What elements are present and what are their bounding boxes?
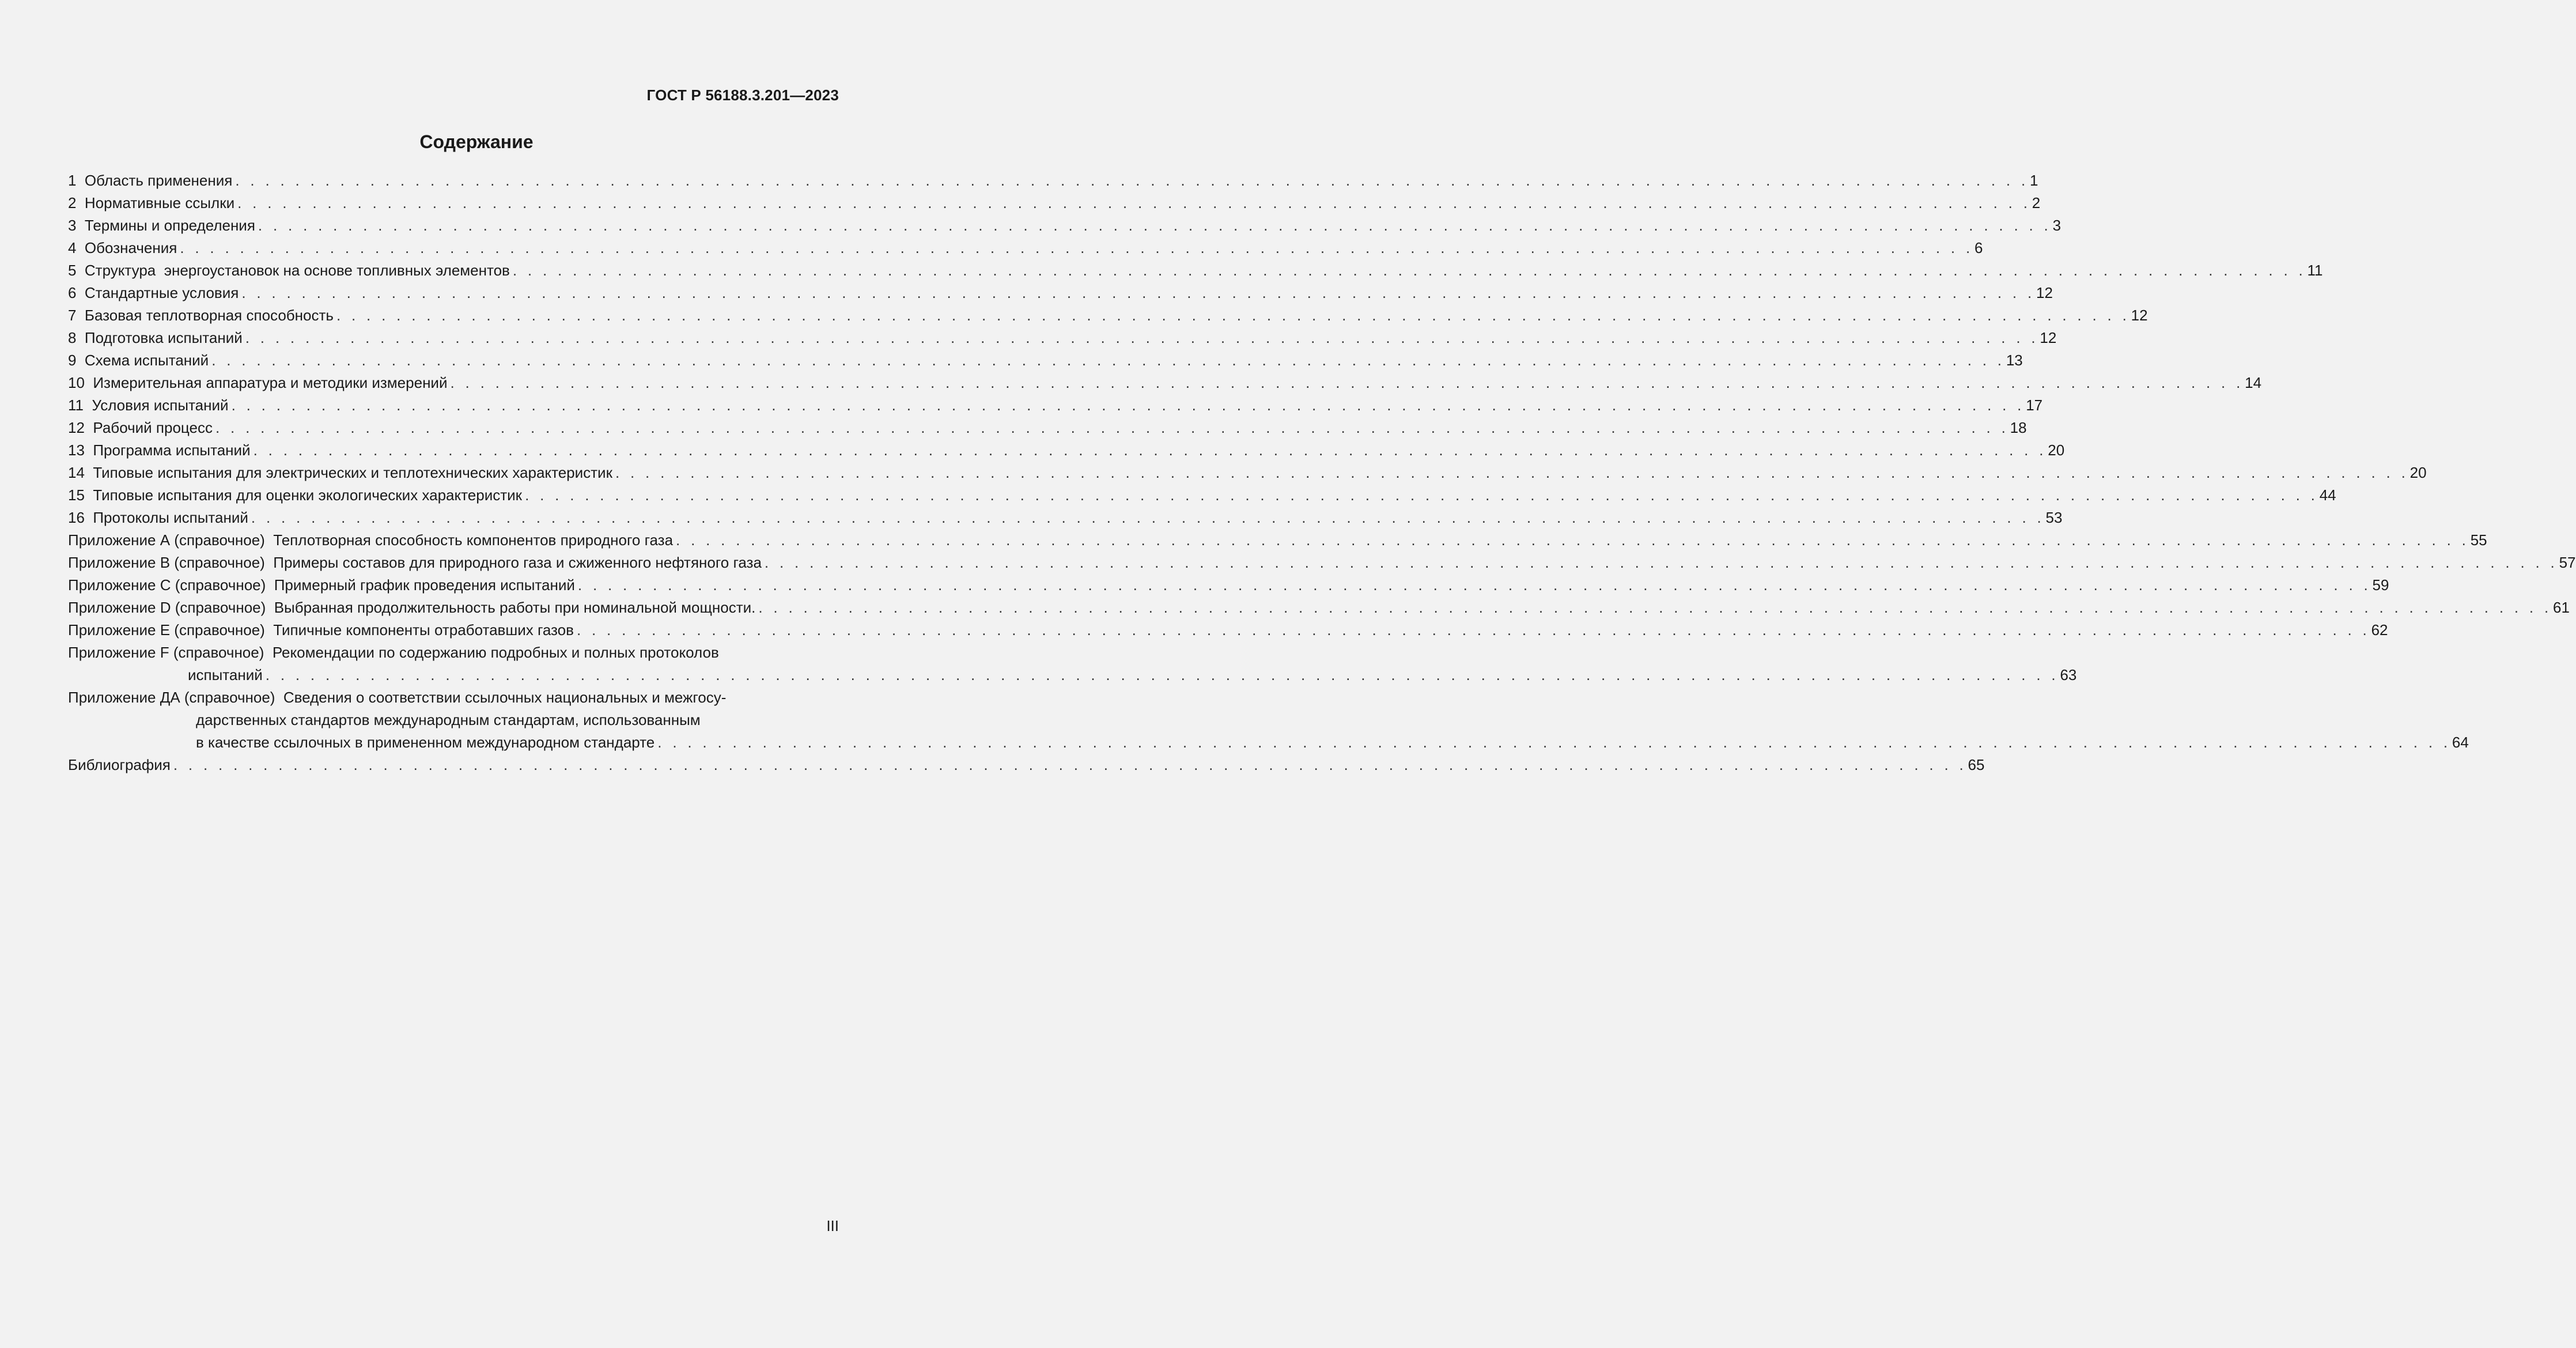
dot-leader: . . . . . . . . . . . . . . . . . . . . . . . . . . . . . . . . . . . . . . . . . . . . . . . . . . . . . . . . . . . . . . . . . . . . . . . . . . . . . . . . . . . . . . . . . . . . . . . . . . . . . . . . . . . . . . . . . . . . . . . .	[577, 576, 2371, 594]
toc-entry-page: 1	[2030, 172, 2038, 189]
toc-entry-12[interactable]	[68, 417, 2027, 439]
dot-leader: . . . . . . . . . . . . . . . . . . . . . . . . . . . . . . . . . . . . . . . . . . . . . . . . . . . . . . . . . . . . . . . . . . . . . . . . . . . . . . . . . . . . . . . . . . . . . . . . . . . . . . . . . . . . . . . . . . . . . . . .	[336, 307, 2130, 324]
toc-entry-label: Приложение С (справочное) Примерный график проведения испытаний	[68, 576, 575, 594]
toc-entry-page: 12	[2131, 307, 2148, 324]
dot-leader: . . . . . . . . . . . . . . . . . . . . . . . . . . . . . . . . . . . . . . . . . . . . . . . . . . . . . . . . . . . . . . . . . . . . . . . . . . . . . . . . . . . . . . . . . . . . . . . . . . . . . . . . . . . . . . . . . . . . . . . .	[258, 217, 2052, 234]
toc-entry-page: 64	[2452, 734, 2469, 751]
toc-entry-8[interactable]	[68, 327, 2057, 349]
toc-entry-page: 6	[1974, 239, 1983, 256]
toc-entry-10[interactable]	[68, 372, 2262, 394]
toc-entry-label: 8 Подготовка испытаний	[68, 329, 243, 346]
dot-leader: . . . . . . . . . . . . . . . . . . . . . . . . . . . . . . . . . . . . . . . . . . . . . . . . . . . . . . . . . . . . . . . . . . . . . . . . . . . . . . . . . . . . . . . . . . . . . . . . . . . . . . . . . . . . . . . . . . . . . . . .	[576, 621, 2370, 639]
toc-entry-page: 13	[2006, 352, 2023, 369]
table-of-contents	[68, 169, 2576, 776]
toc-entry-label: 2 Нормативные ссылки	[68, 194, 235, 212]
toc-entry-label: 3 Термины и определения	[68, 217, 255, 234]
dot-leader: . . . . . . . . . . . . . . . . . . . . . . . . . . . . . . . . . . . . . . . . . . . . . . . . . . . . . . . . . . . . . . . . . . . . . . . . . . . . . . . . . . . . . . . . . . . . . . . . . . . . . . . . . . . . . . . . . . . . . . . .	[512, 262, 2306, 279]
toc-entry-label: Приложение F (справочное) Рекомендации по содержанию подробных и полных протоколов	[68, 644, 719, 661]
dot-leader: . . . . . . . . . . . . . . . . . . . . . . . . . . . . . . . . . . . . . . . . . . . . . . . . . . . . . . . . . . . . . . . . . . . . . . . . . . . . . . . . . . . . . . . . . . . . . . . . . . . . . . . . . . . . . . . . . . . . . . . .	[245, 329, 2039, 346]
toc-entry-line	[68, 664, 2077, 686]
dot-leader: . . . . . . . . . . . . . . . . . . . . . . . . . . . . . . . . . . . . . . . . . . . . . . . . . . . . . . . . . . . . . . . . . . . . . . . . . . . . . . . . . . . . . . . . . . . . . . . . . . . . . . . . . . . . . . . . . . . . . . . .	[173, 756, 1967, 773]
toc-entry-6[interactable]	[68, 282, 2053, 304]
dot-leader: . . . . . . . . . . . . . . . . . . . . . . . . . . . . . . . . . . . . . . . . . . . . . . . . . . . . . . . . . . . . . . . . . . . . . . . . . . . . . . . . . . . . . . . . . . . . . . . . . . . . . . . . . . . . . . . . . . . . . . . .	[525, 486, 2318, 504]
toc-entry-page: 3	[2052, 217, 2061, 234]
toc-entry-page: 2	[2032, 194, 2041, 212]
toc-entry-page: 20	[2048, 441, 2065, 459]
toc-entry-line	[68, 709, 839, 731]
toc-entry-label: 9 Схема испытаний	[68, 352, 209, 369]
toc-entry-page: 55	[2470, 531, 2487, 549]
toc-entry-3[interactable]	[68, 214, 2061, 237]
toc-entry-label: 15 Типовые испытания для оценки экологических характеристик	[68, 486, 523, 504]
toc-entry-13[interactable]	[68, 439, 2065, 462]
toc-entry-9[interactable]	[68, 349, 2023, 372]
dot-leader: . . . . . . . . . . . . . . . . . . . . . . . . . . . . . . . . . . . . . . . . . . . . . . . . . . . . . . . . . . . . . . . . . . . . . . . . . . . . . . . . . . . . . . . . . . . . . . . . . . . . . . . . . . . . . . . . . . . . . . . .	[253, 441, 2047, 459]
dot-leader: . . . . . . . . . . . . . . . . . . . . . . . . . . . . . . . . . . . . . . . . . . . . . . . . . . . . . . . . . . . . . . . . . . . . . . . . . . . . . . . . . . . . . . . . . . . . . . . . . . . . . . . . . . . . . . . . . . . . . . . .	[241, 284, 2035, 301]
toc-entry-page: 62	[2371, 621, 2388, 639]
toc-entry-2[interactable]	[68, 192, 2041, 214]
toc-entry-1[interactable]	[68, 169, 2038, 192]
dot-leader: . . . . . . . . . . . . . . . . . . . . . . . . . . . . . . . . . . . . . . . . . . . . . . . . . . . . . . . . . . . . . . . . . . . . . . . . . . . . . . . . . . . . . . . . . . . . . . . . . . . . . . . . . . . . . . . . . . . . . . . .	[265, 666, 2059, 684]
toc-entry-line	[68, 731, 2469, 754]
toc-entry-page: 59	[2372, 576, 2389, 594]
toc-entry-line	[68, 686, 839, 709]
toc-entry-page: 53	[2045, 509, 2063, 526]
dot-leader: . . . . . . . . . . . . . . . . . . . . . . . . . . . . . . . . . . . . . . . . . . . . . . . . . . . . . . . . . . . . . . . . . . . . . . . . . . . . . . . . . . . . . . . . . . . . . . . . . . . . . . . . . . . . . . . . . . . . . . . .	[657, 734, 2451, 751]
dot-leader: . . . . . . . . . . . . . . . . . . . . . . . . . . . . . . . . . . . . . . . . . . . . . . . . . . . . . . . . . . . . . . . . . . . . . . . . . . . . . . . . . . . . . . . . . . . . . . . . . . . . . . . . . . . . . . . . . . . . . . . .	[180, 239, 1973, 256]
toc-entry-appendix-da[interactable]	[68, 686, 2469, 754]
toc-entry-label: Приложение Е (справочное) Типичные компоненты отработавших газов	[68, 621, 574, 639]
toc-entry-label: 16 Протоколы испытаний	[68, 509, 248, 526]
toc-entry-appendix-d[interactable]	[68, 596, 2570, 619]
dot-leader: . . . . . . . . . . . . . . . . . . . . . . . . . . . . . . . . . . . . . . . . . . . . . . . . . . . . . . . . . . . . . . . . . . . . . . . . . . . . . . . . . . . . . . . . . . . . . . . . . . . . . . . . . . . . . . . . . . . . . . . .	[215, 419, 2009, 436]
dot-leader: . . . . . . . . . . . . . . . . . . . . . . . . . . . . . . . . . . . . . . . . . . . . . . . . . . . . . . . . . . . . . . . . . . . . . . . . . . . . . . . . . . . . . . . . . . . . . . . . . . . . . . . . . . . . . . . . . . . . . . . .	[251, 509, 2045, 526]
toc-entry-page: 57	[2559, 554, 2576, 571]
toc-entry-15[interactable]	[68, 484, 2336, 507]
toc-entry-label-continued: испытаний	[188, 666, 263, 684]
toc-entry-page: 11	[2307, 262, 2323, 279]
toc-entry-label: Приложение D (справочное) Выбранная продолжительность работы при номинальной мощности.	[68, 599, 756, 616]
toc-entry-label: 11 Условия испытаний	[68, 397, 229, 414]
dot-leader: . . . . . . . . . . . . . . . . . . . . . . . . . . . . . . . . . . . . . . . . . . . . . . . . . . . . . . . . . . . . . . . . . . . . . . . . . . . . . . . . . . . . . . . . . . . . . . . . . . . . . . . . . . . . . . . . . . . . . . . .	[758, 599, 2552, 616]
dot-leader: . . . . . . . . . . . . . . . . . . . . . . . . . . . . . . . . . . . . . . . . . . . . . . . . . . . . . . . . . . . . . . . . . . . . . . . . . . . . . . . . . . . . . . . . . . . . . . . . . . . . . . . . . . . . . . . . . . . . . . . .	[231, 397, 2025, 414]
toc-entry-page: 12	[2036, 284, 2053, 301]
toc-entry-5[interactable]	[68, 259, 2323, 282]
toc-entry-label: Приложение В (справочное) Примеры составов для природного газа и сжиженного нефтяного газа	[68, 554, 762, 571]
toc-entry-page: 20	[2409, 464, 2427, 481]
toc-entry-7[interactable]	[68, 304, 2148, 327]
toc-entry-label: 13 Программа испытаний	[68, 441, 251, 459]
toc-entry-page: 17	[2026, 397, 2043, 414]
toc-entry-appendix-c[interactable]	[68, 574, 2389, 596]
toc-entry-label: Приложение ДА (справочное) Сведения о соответствии ссылочных национальных и межгосу-	[68, 689, 727, 706]
toc-entry-14[interactable]	[68, 462, 2427, 484]
toc-entry-11[interactable]	[68, 394, 2043, 417]
dot-leader: . . . . . . . . . . . . . . . . . . . . . . . . . . . . . . . . . . . . . . . . . . . . . . . . . . . . . . . . . . . . . . . . . . . . . . . . . . . . . . . . . . . . . . . . . . . . . . . . . . . . . . . . . . . . . . . . . . . . . . . .	[764, 554, 2558, 571]
toc-entry-label: 12 Рабочий процесс	[68, 419, 213, 436]
toc-entry-label: 4 Обозначения	[68, 239, 177, 256]
dot-leader: . . . . . . . . . . . . . . . . . . . . . . . . . . . . . . . . . . . . . . . . . . . . . . . . . . . . . . . . . . . . . . . . . . . . . . . . . . . . . . . . . . . . . . . . . . . . . . . . . . . . . . . . . . . . . . . . . . . . . . . .	[450, 374, 2244, 391]
toc-entry-page: 65	[1968, 756, 1985, 773]
toc-entry-label-continued: дарственных стандартов международным стандартам, использованным	[196, 711, 701, 728]
toc-entry-16[interactable]	[68, 507, 2063, 529]
toc-entry-label: 5 Структура энергоустановок на основе топливных элементов	[68, 262, 510, 279]
dot-leader: . . . . . . . . . . . . . . . . . . . . . . . . . . . . . . . . . . . . . . . . . . . . . . . . . . . . . . . . . . . . . . . . . . . . . . . . . . . . . . . . . . . . . . . . . . . . . . . . . . . . . . . . . . . . . . . . . . . . . . . .	[237, 194, 2031, 212]
toc-entry-label: 6 Стандартные условия	[68, 284, 239, 301]
toc-entry-page: 14	[2245, 374, 2262, 391]
toc-entry-appendix-e[interactable]	[68, 619, 2388, 641]
page-number: III	[826, 1217, 839, 1234]
toc-entry-label: 7 Базовая теплотворная способность	[68, 307, 334, 324]
toc-entry-label: Приложение А (справочное) Теплотворная способность компонентов природного газа	[68, 531, 674, 549]
document-code: ГОСТ Р 56188.3.201—2023	[646, 86, 839, 104]
toc-entry-appendix-a[interactable]	[68, 529, 2487, 552]
toc-entry-appendix-f[interactable]	[68, 641, 2077, 686]
toc-entry-label: 1 Область применения	[68, 172, 233, 189]
toc-entry-page: 18	[2010, 419, 2027, 436]
toc-entry-bibliography[interactable]	[68, 754, 1985, 776]
toc-entry-label-continued: в качестве ссылочных в примененном международном стандарте	[196, 734, 655, 751]
dot-leader: . . . . . . . . . . . . . . . . . . . . . . . . . . . . . . . . . . . . . . . . . . . . . . . . . . . . . . . . . . . . . . . . . . . . . . . . . . . . . . . . . . . . . . . . . . . . . . . . . . . . . . . . . . . . . . . . . . . . . . . .	[235, 172, 2029, 189]
toc-entry-page: 61	[2553, 599, 2570, 616]
dot-leader: . . . . . . . . . . . . . . . . . . . . . . . . . . . . . . . . . . . . . . . . . . . . . . . . . . . . . . . . . . . . . . . . . . . . . . . . . . . . . . . . . . . . . . . . . . . . . . . . . . . . . . . . . . . . . . . . . . . . . . . .	[676, 531, 2469, 549]
toc-entry-label: 10 Измерительная аппаратура и методики измерений	[68, 374, 448, 391]
toc-entry-line	[68, 641, 839, 664]
dot-leader: . . . . . . . . . . . . . . . . . . . . . . . . . . . . . . . . . . . . . . . . . . . . . . . . . . . . . . . . . . . . . . . . . . . . . . . . . . . . . . . . . . . . . . . . . . . . . . . . . . . . . . . . . . . . . . . . . . . . . . . .	[615, 464, 2409, 481]
dot-leader: . . . . . . . . . . . . . . . . . . . . . . . . . . . . . . . . . . . . . . . . . . . . . . . . . . . . . . . . . . . . . . . . . . . . . . . . . . . . . . . . . . . . . . . . . . . . . . . . . . . . . . . . . . . . . . . . . . . . . . . .	[211, 352, 2005, 369]
toc-entry-label: Библиография	[68, 756, 171, 773]
toc-entry-label: 14 Типовые испытания для электрических и теплотехнических характеристик	[68, 464, 612, 481]
toc-entry-page: 12	[2040, 329, 2057, 346]
toc-entry-page: 44	[2319, 486, 2336, 504]
page-title: Содержание	[419, 131, 534, 152]
toc-entry-4[interactable]	[68, 237, 1983, 259]
toc-entry-page: 63	[2060, 666, 2077, 684]
toc-entry-appendix-b[interactable]	[68, 552, 2576, 574]
